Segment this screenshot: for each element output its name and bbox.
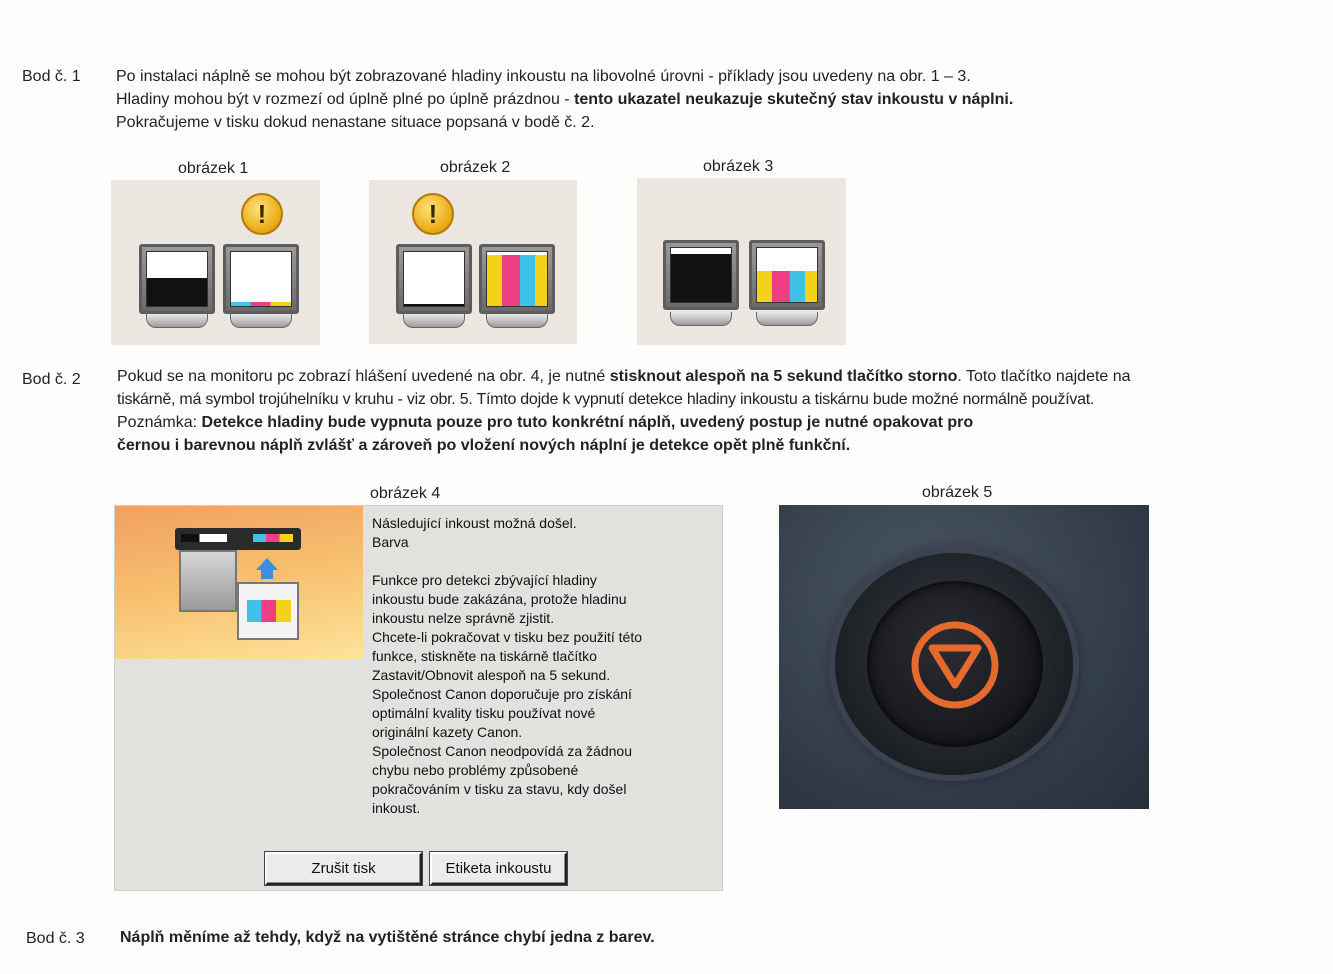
printer-ink-illustration [115, 506, 363, 659]
bod2-line2: tiskárně, má symbol trojúhelníku v kruhu - viz obr. 5. Tímto dojde k vypnutí detekce hladiny inkoustu a tiskárnu bude možné normálně používat. [117, 391, 1095, 408]
black-ink-tank [396, 244, 472, 314]
figure2-ink-status [369, 180, 577, 344]
ink-label-button[interactable]: Etiketa inkoustu [430, 852, 567, 885]
color-ink-tank [479, 244, 555, 314]
black-ink-level [671, 254, 731, 302]
figure5-label: obrázek 5 [922, 484, 993, 501]
color-ink-tank [749, 240, 825, 310]
black-ink-level [147, 278, 207, 306]
dialog-message: Následující inkoust možná došel. Barva Funkce pro detekci zbývající hladiny inkoustu bude zakázána, protože hladinu inkoustu nelze správně zjistit. Chcete-li pokračovat v tisku bez použití této funkce, stiskněte na tiskárně tlačítko Zastavit/Obnovit alespoň na 5 sekund. Společnost Canon doporučuje pro získání optimální kvality tisku používat nové originální kazety Canon. Společnost Canon neodpovídá za žádnou chybu nebo problémy způsobené pokračováním v tisku za stavu, kdy došel inkoust. [372, 515, 643, 816]
bod1-line2-bold: tento ukazatel neukazuje skutečný stav inkoustu v náplni. [574, 91, 1014, 108]
ink-warning-dialog [114, 505, 723, 891]
stop-resume-icon [779, 505, 1149, 809]
warning-icon: ! [241, 193, 283, 235]
black-ink-level [404, 304, 464, 306]
bod1-line2-normal: Hladiny mohou být v rozmezí od úplně plné po úplně prázdnou - [116, 91, 575, 108]
bod3-label: Bod č. 3 [26, 930, 85, 947]
bod1-line3: Pokračujeme v tisku dokud nenastane situace popsaná v bodě č. 2. [116, 114, 595, 131]
printer-head-icon [175, 528, 301, 550]
black-ink-tank [139, 244, 215, 314]
bod1-text [116, 65, 1326, 134]
figure2-label: obrázek 2 [440, 159, 511, 176]
figure3-ink-status [637, 178, 846, 345]
figure3-label: obrázek 3 [703, 158, 774, 175]
figure1-label: obrázek 1 [178, 160, 249, 177]
black-ink-tank [663, 240, 739, 310]
cancel-print-button[interactable]: Zrušit tisk [265, 852, 422, 885]
bod2-line1: Pokud se na monitoru pc zobrazí hlášení uvedené na obr. 4, je nutné stisknout alespoň na 5 sekund tlačítko storno. Toto tlačítko najdete na [117, 368, 1131, 385]
figure1-ink-status [111, 180, 320, 345]
color-ink-tank [223, 244, 299, 314]
bod1-line1: Po instalaci náplně se mohou být zobrazované hladiny inkoustu na libovolné úrovni - příklady jsou uvedeny na obr. 1 – 3. [116, 68, 971, 85]
bod3-text: Náplň měníme až tehdy, když na vytištěné stránce chybí jedna z barev. [120, 929, 655, 946]
warning-icon: ! [412, 193, 454, 235]
bod2-note-line2: černou i barevnou náplň zvlášť a zároveň po vložení nových náplní je detekce opět plně funkční. [117, 437, 851, 454]
color-ink-level [487, 255, 547, 306]
bod2-text [117, 365, 1327, 457]
bod2-label: Bod č. 2 [22, 371, 81, 388]
stop-button-photo [779, 505, 1149, 809]
printer-body-icon [179, 550, 237, 612]
ink-cartridge-icon [237, 582, 299, 640]
bod2-line1-bold: stisknout alespoň na 5 sekund tlačítko storno [609, 368, 958, 385]
color-ink-level [231, 302, 291, 306]
bod1-line2 [116, 88, 1326, 111]
color-ink-level [757, 271, 817, 302]
bod2-note: Poznámka: Detekce hladiny bude vypnuta pouze pro tuto konkrétní náplň, uvedený postup je nutné opakovat pro [117, 414, 974, 431]
figure4-label: obrázek 4 [370, 485, 441, 502]
bod1-label: Bod č. 1 [22, 68, 81, 85]
